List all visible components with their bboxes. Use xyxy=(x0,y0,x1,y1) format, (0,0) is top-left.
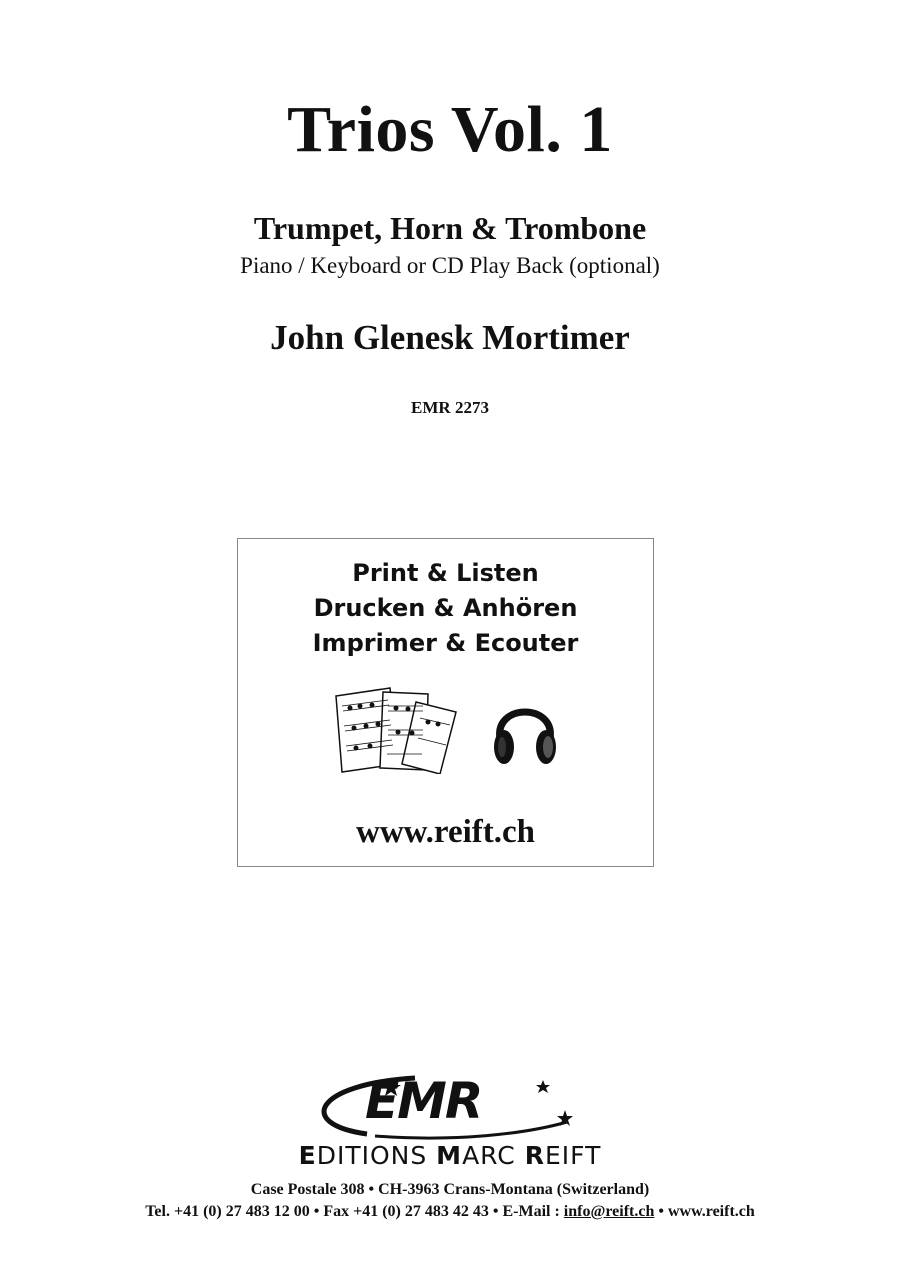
publisher-word-marc: ARC xyxy=(462,1141,525,1170)
promo-line-en: Print & Listen xyxy=(352,559,539,587)
publisher-contact xyxy=(0,1203,900,1221)
website-link[interactable]: www.reift.ch xyxy=(355,814,536,850)
publisher-initial-e: E xyxy=(298,1141,317,1170)
phone-fax: Tel. +41 (0) 27 483 12 00 • Fax +41 (0) 27 483 42 43 • E-Mail : xyxy=(145,1203,564,1220)
contact-website: • www.reift.ch xyxy=(654,1203,755,1220)
email-link[interactable]: info@reift.ch xyxy=(563,1203,655,1220)
sheet-music-icon xyxy=(328,684,463,774)
logo-text: EMR xyxy=(365,1072,482,1130)
instrumentation: Trumpet, Horn & Trombone xyxy=(253,210,647,246)
publisher-initial-r: R xyxy=(524,1141,545,1170)
composer-name: John Glenesk Mortimer xyxy=(270,318,630,357)
promo-line-de: Drucken & Anhören xyxy=(313,594,578,622)
print-listen-box xyxy=(237,538,654,867)
accompaniment-note: Piano / Keyboard or CD Play Back (optional) xyxy=(240,253,660,278)
catalog-number: EMR 2273 xyxy=(411,398,489,417)
publisher-word-reift: EIFT xyxy=(544,1141,602,1170)
page-title: Trios Vol. 1 xyxy=(287,93,613,166)
publisher-name xyxy=(0,1141,900,1170)
promo-line-fr: Imprimer & Ecouter xyxy=(312,629,579,657)
publisher-address: Case Postale 308 • CH-3963 Crans-Montana (Switzerland) xyxy=(250,1181,650,1198)
publisher-word-editions: DITIONS xyxy=(316,1141,437,1170)
headphones-icon xyxy=(490,691,560,771)
publisher-initial-m: M xyxy=(436,1141,463,1170)
emr-logo xyxy=(305,1072,585,1142)
